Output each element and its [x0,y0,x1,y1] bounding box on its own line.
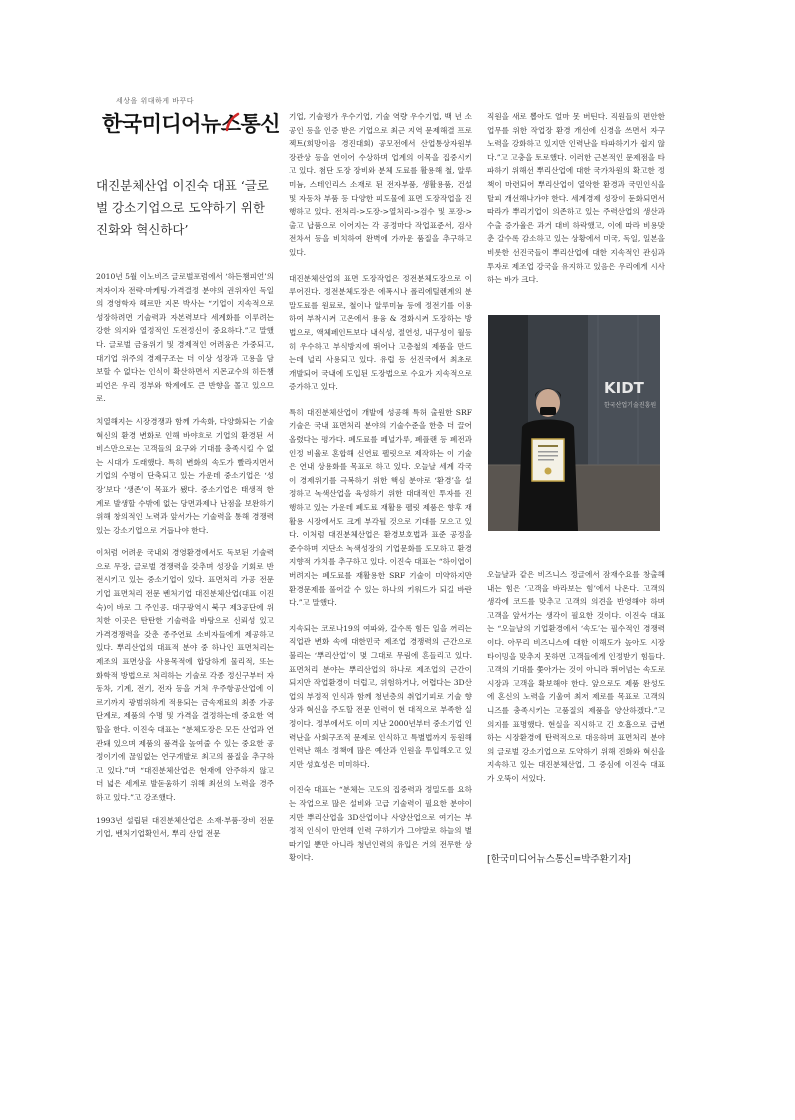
paragraph: 이진숙 대표는 “분체는 고도의 집중력과 정밀도를 요하는 작업으로 많은 설비와 고급 기술력이 필요한 분야이지만 뿌리산업을 3D산업이나 사양산업으로 여기는 부정적 인식이 만연해 인력 구하기가 그야말로 하늘의 별따기일 뿐만 아니라 청년인력의 유입은 거의 전무한 상황이다. [289,785,472,863]
paragraph: 오늘날과 같은 비즈니스 정글에서 잠재수요를 창출해내는 힘은 ‘고객을 바라보는 힘’에서 나온다. 고객의 생각에 코드를 맞추고 고객의 의견을 반영해야 하며 고객을 앞서가는 생각이 필요한 것이다. 이진숙 대표는 “오늘날의 기업환경에서 ‘속도’는 필수적인 경쟁력이다. 아무리 비즈니스에 대한 이해도가 높아도 시장타이밍을 맞추지 못하면 고객들에게 인정받기 힘들다. 고객의 기대를 쫓아가는 것이 아니라 뛰어넘는 속도로 시장과 고객을 확보해야 한다. 앞으로도 제품 완성도에 혼신의 노력을 기울여 최저 제로를 목표로 고객의 니즈를 충족시키는 고품질의 제품을 양산하겠다.”고 의지를 표명했다. 현실을 직시하고 긴 호흡으로 급변하는 시장환경에 탄력적으로 대응하며 표면처리 분야의 글로벌 강소기업으로 도약하기 위해 진화와 혁신을 지속하고 있는 대진분체산업, 그 중심에 이진숙 대표가 오뚝이 서있다. [487,570,665,783]
masthead-logo [102,96,281,156]
reporter-credit: [한국미디어뉴스통신=박주환기자] [487,854,631,865]
article-column-2 [289,110,472,865]
paragraph: 특히 대진분체산업이 개발에 성공해 특허 출원한 SRF 기술은 국내 표면처리 분야의 기술수준을 한층 더 끌어올렸다는 평가다. 폐도료를 페널가루, 폐플랜 등 폐전과 인정 비율로 혼합해 신연료 펠릿으로 제작하는 이 기술은 연내 상용화를 목표로 하고 있다. 오늘날 세계 각국이 경제위기를 극복하기 위한 핵심 분야로 ‘환경’을 설정하고 녹색산업을 육성하기 위한 대대적인 투자를 진행하고 있는 가운데 폐도료 재활용 펠릿 제품은 향후 재활용 시장에서도 크게 부각될 것으로 기대를 모으고 있다. 이처럼 대진분체산업은 환경보호법과 표준 공정을 준수하며 지단소 녹색성장의 기업문화를 도모하고 환경지향적 가치를 추구하고 있다. 이진숙 대표는 “하이엽이 버려지는 폐도료를 재활용한 SRF 기술이 미약하지만 환경문제를 풀어갈 수 있는 하나의 키워드가 되길 바란다.”고 말했다. [289,407,472,608]
swoosh-icon [224,112,240,132]
article-headline: 대진분체산업 이진숙 대표 ‘글로벌 강소기업으로 도약하기 위한 진화와 혁신하다’ [96,178,269,237]
photo-sign-text: KIDT [604,379,644,397]
paragraph: 치열해지는 시장경쟁과 함께 가속화, 다양화되는 기술혁신의 환경 변화로 인해 바야흐로 기업의 환경된 서비스만으로는 고객들의 요구와 기대를 충족시킬 수 없는 시대가 도래했다. 특히 변화의 속도가 빨라지면서 기업의 수명이 단축되고 있는 가운데 중소기업은 ‘성장’보다 ‘생존’이 목표가 됐다. 중소기업은 태생적 한계로 발생할 수밖에 없는 당면과제나 난점을 보완하기 위해 창의적인 노력과 앞서가는 기술력을 통해 경쟁력 있는 강소기업으로 거듭나야 한다. [96,416,274,535]
article-column-1 [96,270,274,841]
masthead-name: 한국미디어뉴스통신 [102,112,281,136]
paragraph: 지속되는 코로나19의 여파와, 갈수록 힘든 일을 꺼리는 직업관 변화 속에 대한민국 제조업 경쟁력의 근간으로 불리는 ‘뿌리산업’이 몇 그대로 무림에 흔들리고 있다. 표면처리 분야는 뿌리산업의 하나로 제조업의 근간이 되지만 작업환경이 더럽고, 위험하거나, 어렵다는 3D산업의 부정적 인식과 함께 청년층의 취업기피로 기술 향상과 혁신을 주도할 전문 인력이 현 대적으로 부족한 실정이다. 정부에서도 이미 지난 2000년부터 중소기업 인력난을 사회구조적 문제로 인식하고 특별법까지 동원해 인력난 해소 정책에 많은 예산과 인원을 투입해오고 있지만 성효성은 미미하다. [289,623,472,769]
paragraph: 1993년 설립된 대진분체산업은 소재·부품·장비 전문 기업, 벤처기업확인서, 뿌리 산업 전문 [96,815,274,839]
paragraph: 기업, 기술평가 우수기업, 기술 역량 우수기업, 백 년 소공인 등을 인증 받은 기업으로 최근 지역 문제해결 프로젝트(희망이음 경진대회) 공모전에서 산업통상자원부 장관상 등을 연이어 수상하며 업계의 이목을 집중시키고 있다. 첨단 도장 장비와 분체 도료를 활용해 철, 알루미늄, 스테인리스 소재로 된 전자부품, 생활용품, 건설 및 자동차 부품 등 다양한 피도물에 표면 도장작업을 진행하고 있다. 전처리->도장->열처리->검수 및 포장->출고 납품으로 이어지는 각 공정마다 작업표준서, 검사전차서 등을 비치하여 완벽에 가까운 품질을 추구하고 있다. [289,112,472,257]
article-column-3 [487,110,665,287]
article-photo [488,315,660,531]
paragraph: 2010년 5월 이노비즈 글로벌포럼에서 ‘하든챔피언’의 저자이자 전략·마케팅·가격결정 분야의 권위자인 독일의 경영학자 헤르만 지몬 박사는 “기업이 지속적으로 성장하려면 기술력과 자본력보다 세계화를 이루려는 강한 의지와 열정적인 도전정신이 중요하다.”고 말했다. 글로벌 금융위기 및 경제적인 어려움은 가중되고, 대기업 위주의 경제구조는 더 이상 성장과 고용을 담보할 수 없다는 인식이 확산하면서 지몬교수의 히든챔피언은 우리 정부와 학계에도 큰 반향을 몰고 있으므로. [96,272,275,404]
paragraph: 직원을 새로 뽑아도 얼마 못 버틴다. 직원들의 편안한 업무를 위한 작업장 환경 개선에 신경을 쓰면서 자구노력을 강화하고 있지만 인력난을 타파하기가 쉽지 않다.”고 고충을 토로했다. 이러한 근본적인 문제점을 타파하기 위해선 뿌리산업에 대한 국가차원의 확고한 정책이 마련되어 뿌리산업이 열악한 환경과 국민인식을 탈피 개선해나가야 한다. 세계경제 성장이 둔화되면서 따라가 뿌리기업이 의존하고 있는 주력산업의 생산과 수출 증가율은 과거 대비 하락했고, 이에 따라 비용맞춘 갈수록 감소하고 있는 상황에서 미국, 독일, 일본을 비롯한 선진국들이 뿌리산업에 대한 지속적인 관심과 투자로 제조업 강국을 유지하고 있음은 우리에게 시사하는 바가 크다. [487,112,665,285]
masthead-tagline: 세상을 위대하게 바꾸다 [116,97,195,105]
photo-sign-subtext: 한국산업기술진흥원 [604,402,657,409]
photo-illustration [488,315,660,531]
article-column-3-bottom [487,568,665,786]
paragraph: 이처럼 어려운 국내외 경영환경에서도 독보된 기술력으로 무장, 글로벌 경쟁력을 갖추며 성장을 기회로 반전시키고 있는 중소기업이 있다. 표면처리 가공 전문 기업 표면처리 전문 벤처기업 대진분체산업(대표 이진숙)이 바로 그 주인공. 대구광역시 북구 제3공단에 위치한 이곳은 탄탄한 기술력을 바탕으로 신뢰성 있고 가격경쟁력을 갖춘 종주연료 소비자들에게 제공하고 있다. 뿌리산업의 대표적 분야 중 하나인 표면처리는 제조의 표면상을 사용목적에 합당하게 물리적, 또는 화학적 방법으로 처리하는 기술로 각종 정신구부터 자동차, 기계, 전기, 전자 등을 거쳐 우주항공산업에 이르기까지 광범위하게 적용되는 금속재료의 최종 가공단계로, 제품의 수명 및 가격을 결정하는데 중요한 역할을 한다. 이진숙 대표는 “분체도장은 모든 산업과 연관돼 있으며 제품의 품격을 높여줄 수 있는 중요한 공정이기에 끊임없는 연구개발로 최고의 품질을 추구하고 있다.”며 “대진분체산업은 현재에 안주하지 않고 더 넓은 세계로 발돋움하기 위해 최선의 노력을 경주하고 있다.”고 강조했다. [96,548,274,802]
paragraph: 대진분체산업의 표면 도장작업은 정전분체도장으로 이루어진다. 정전분체도장은 에폭시나 폴리에틸렌계의 분말도료를 원료로, 철이나 알루미늄 등에 정전기를 이용하여 부착시켜 고온에서 용융 & 경화시켜 도장하는 방법으로, 액체페인트보다 내식성, 절연성, 내구성이 월등히 우수하고 부식방지에 뛰어나 고층철의 제품을 만드는데 널리 사용되고 있다. 유럽 등 선진국에서 최초로 개발되어 국내에 도입된 도장법으로 수요가 지속적으로 증가하고 있다. [289,273,472,392]
